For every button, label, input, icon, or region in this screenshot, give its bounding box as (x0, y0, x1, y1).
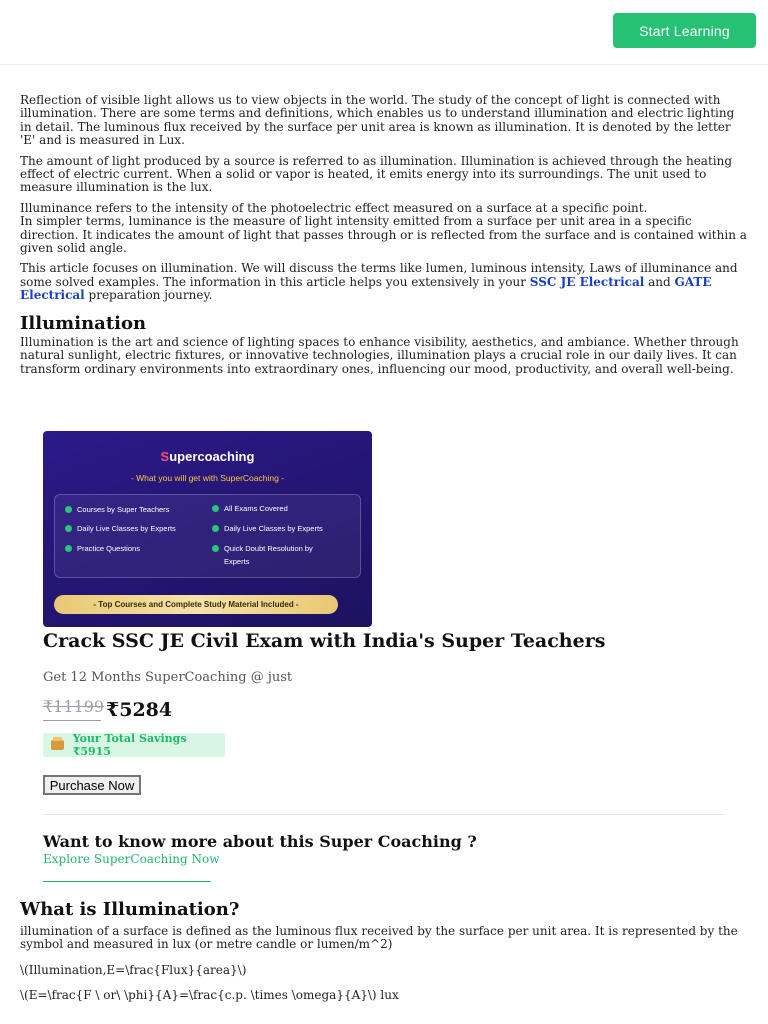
check-icon (212, 545, 219, 552)
article-intro (20, 94, 748, 382)
illumination-paragraph: Illumination is the art and science of lighting spaces to enhance visibility, aesthetics, and ambiance. Whether through natural sunlight, electric fixtures, or innovative technologies, illumination plays a crucial role in our daily lives. It can transform ordinary environments into extraordinary ones, influencing our mood, productivity, and overall well-being. (20, 334, 739, 376)
check-icon (212, 525, 219, 532)
formula-1: \(Illumination,E=\frac{Flux}{area}\) (20, 962, 247, 977)
banner-features-box (54, 494, 361, 578)
top-bar (0, 0, 768, 65)
purchase-now-button[interactable]: Purchase Now (43, 775, 141, 795)
feature-item: Daily Live Classes by Experts (65, 522, 176, 535)
check-icon (65, 525, 72, 532)
banner-pill: - Top Courses and Complete Study Material Included - (54, 595, 338, 614)
check-icon (212, 505, 219, 512)
illumination-heading: Illumination (20, 312, 147, 334)
feature-item: Practice Questions (65, 542, 140, 555)
wallet-icon (51, 740, 64, 750)
feature-item: Daily Live Classes by Experts (212, 522, 323, 535)
promo-subtitle: Get 12 Months SuperCoaching @ just (43, 670, 293, 685)
what-is-illumination-text: illumination of a surface is defined as the luminous flux received by the surface per unit area. It is represented by the symbol and measured in lux (or metre candle or lumen/m^2) (20, 924, 738, 952)
check-icon (65, 506, 72, 513)
divider (43, 814, 725, 815)
formula-2: \(E=\frac{F \ or\ \phi}{A}=\frac{c.p. \times \omega}{A}\) lux (20, 987, 399, 1002)
old-price-underline (43, 720, 101, 721)
what-is-illumination-section (20, 899, 748, 1002)
check-icon (65, 545, 72, 552)
intro-paragraph-3b: In simpler terms, luminance is the measure of light intensity emitted from a surface per unit area in a specific direction. It indicates the amount of light that passes through or is reflected from the surface and is contained within a given solid angle. (20, 214, 747, 256)
intro-paragraph-2: The amount of light produced by a source is referred to as illumination. Illumination is achieved through the heating effect of electric current. When a solid or vapor is heated, it emits energy into its surroundings. The unit used to measure illumination is the lux. (20, 153, 733, 195)
savings-badge (43, 733, 225, 757)
feature-item: Quick Doubt Resolution by Experts (212, 542, 313, 568)
what-is-illumination-heading: What is Illumination? (20, 899, 240, 920)
new-price: ₹5284 (106, 699, 173, 721)
banner-subtitle: - What you will get with SuperCoaching - (130, 473, 285, 483)
intro-paragraph-4 (20, 262, 748, 302)
intro-p4-text: This article focuses on illumination. We will discuss the terms like lumen, luminous intensity, Laws of illuminance and some solved examples. The information in this article helps you extensively in your (20, 261, 738, 289)
intro-paragraph-3a: Illuminance refers to the intensity of the photoelectric effect measured on a surface at a specific point. (20, 200, 648, 215)
savings-text: Your Total Savings ₹5915 (72, 732, 187, 758)
feature-item: Courses by Super Teachers (65, 503, 169, 516)
ssc-je-electrical-link[interactable]: SSC JE Electrical (529, 274, 645, 289)
supercoaching-banner[interactable] (43, 431, 372, 627)
start-learning-button[interactable]: Start Learning (613, 13, 756, 48)
intro-p4-post: preparation journey. (84, 288, 213, 303)
promo-title: Crack SSC JE Civil Exam with India's Super Teachers (43, 630, 606, 652)
explore-supercoaching-link[interactable]: Explore SuperCoaching Now (43, 852, 220, 866)
intro-p4-mid: and (644, 274, 675, 289)
more-about-title: Want to know more about this Super Coaching ? (43, 832, 477, 851)
old-price: ₹11199 (43, 697, 105, 716)
explore-underline (43, 881, 211, 882)
intro-paragraph-1: Reflection of visible light allows us to view objects in the world. The study of the concept of light is connected with illumination. There are some terms and definitions, which enables us to understand illumination and electric lighting in detail. The luminous flux received by the surface per unit area is known as illumination. It is denoted by the letter 'E' and is measured in Lux. (20, 93, 735, 148)
gate-electrical-link[interactable]: GATE Electrical (20, 274, 712, 303)
supercoaching-logo: Supercoaching (160, 449, 255, 464)
feature-item: All Exams Covered (212, 502, 288, 515)
